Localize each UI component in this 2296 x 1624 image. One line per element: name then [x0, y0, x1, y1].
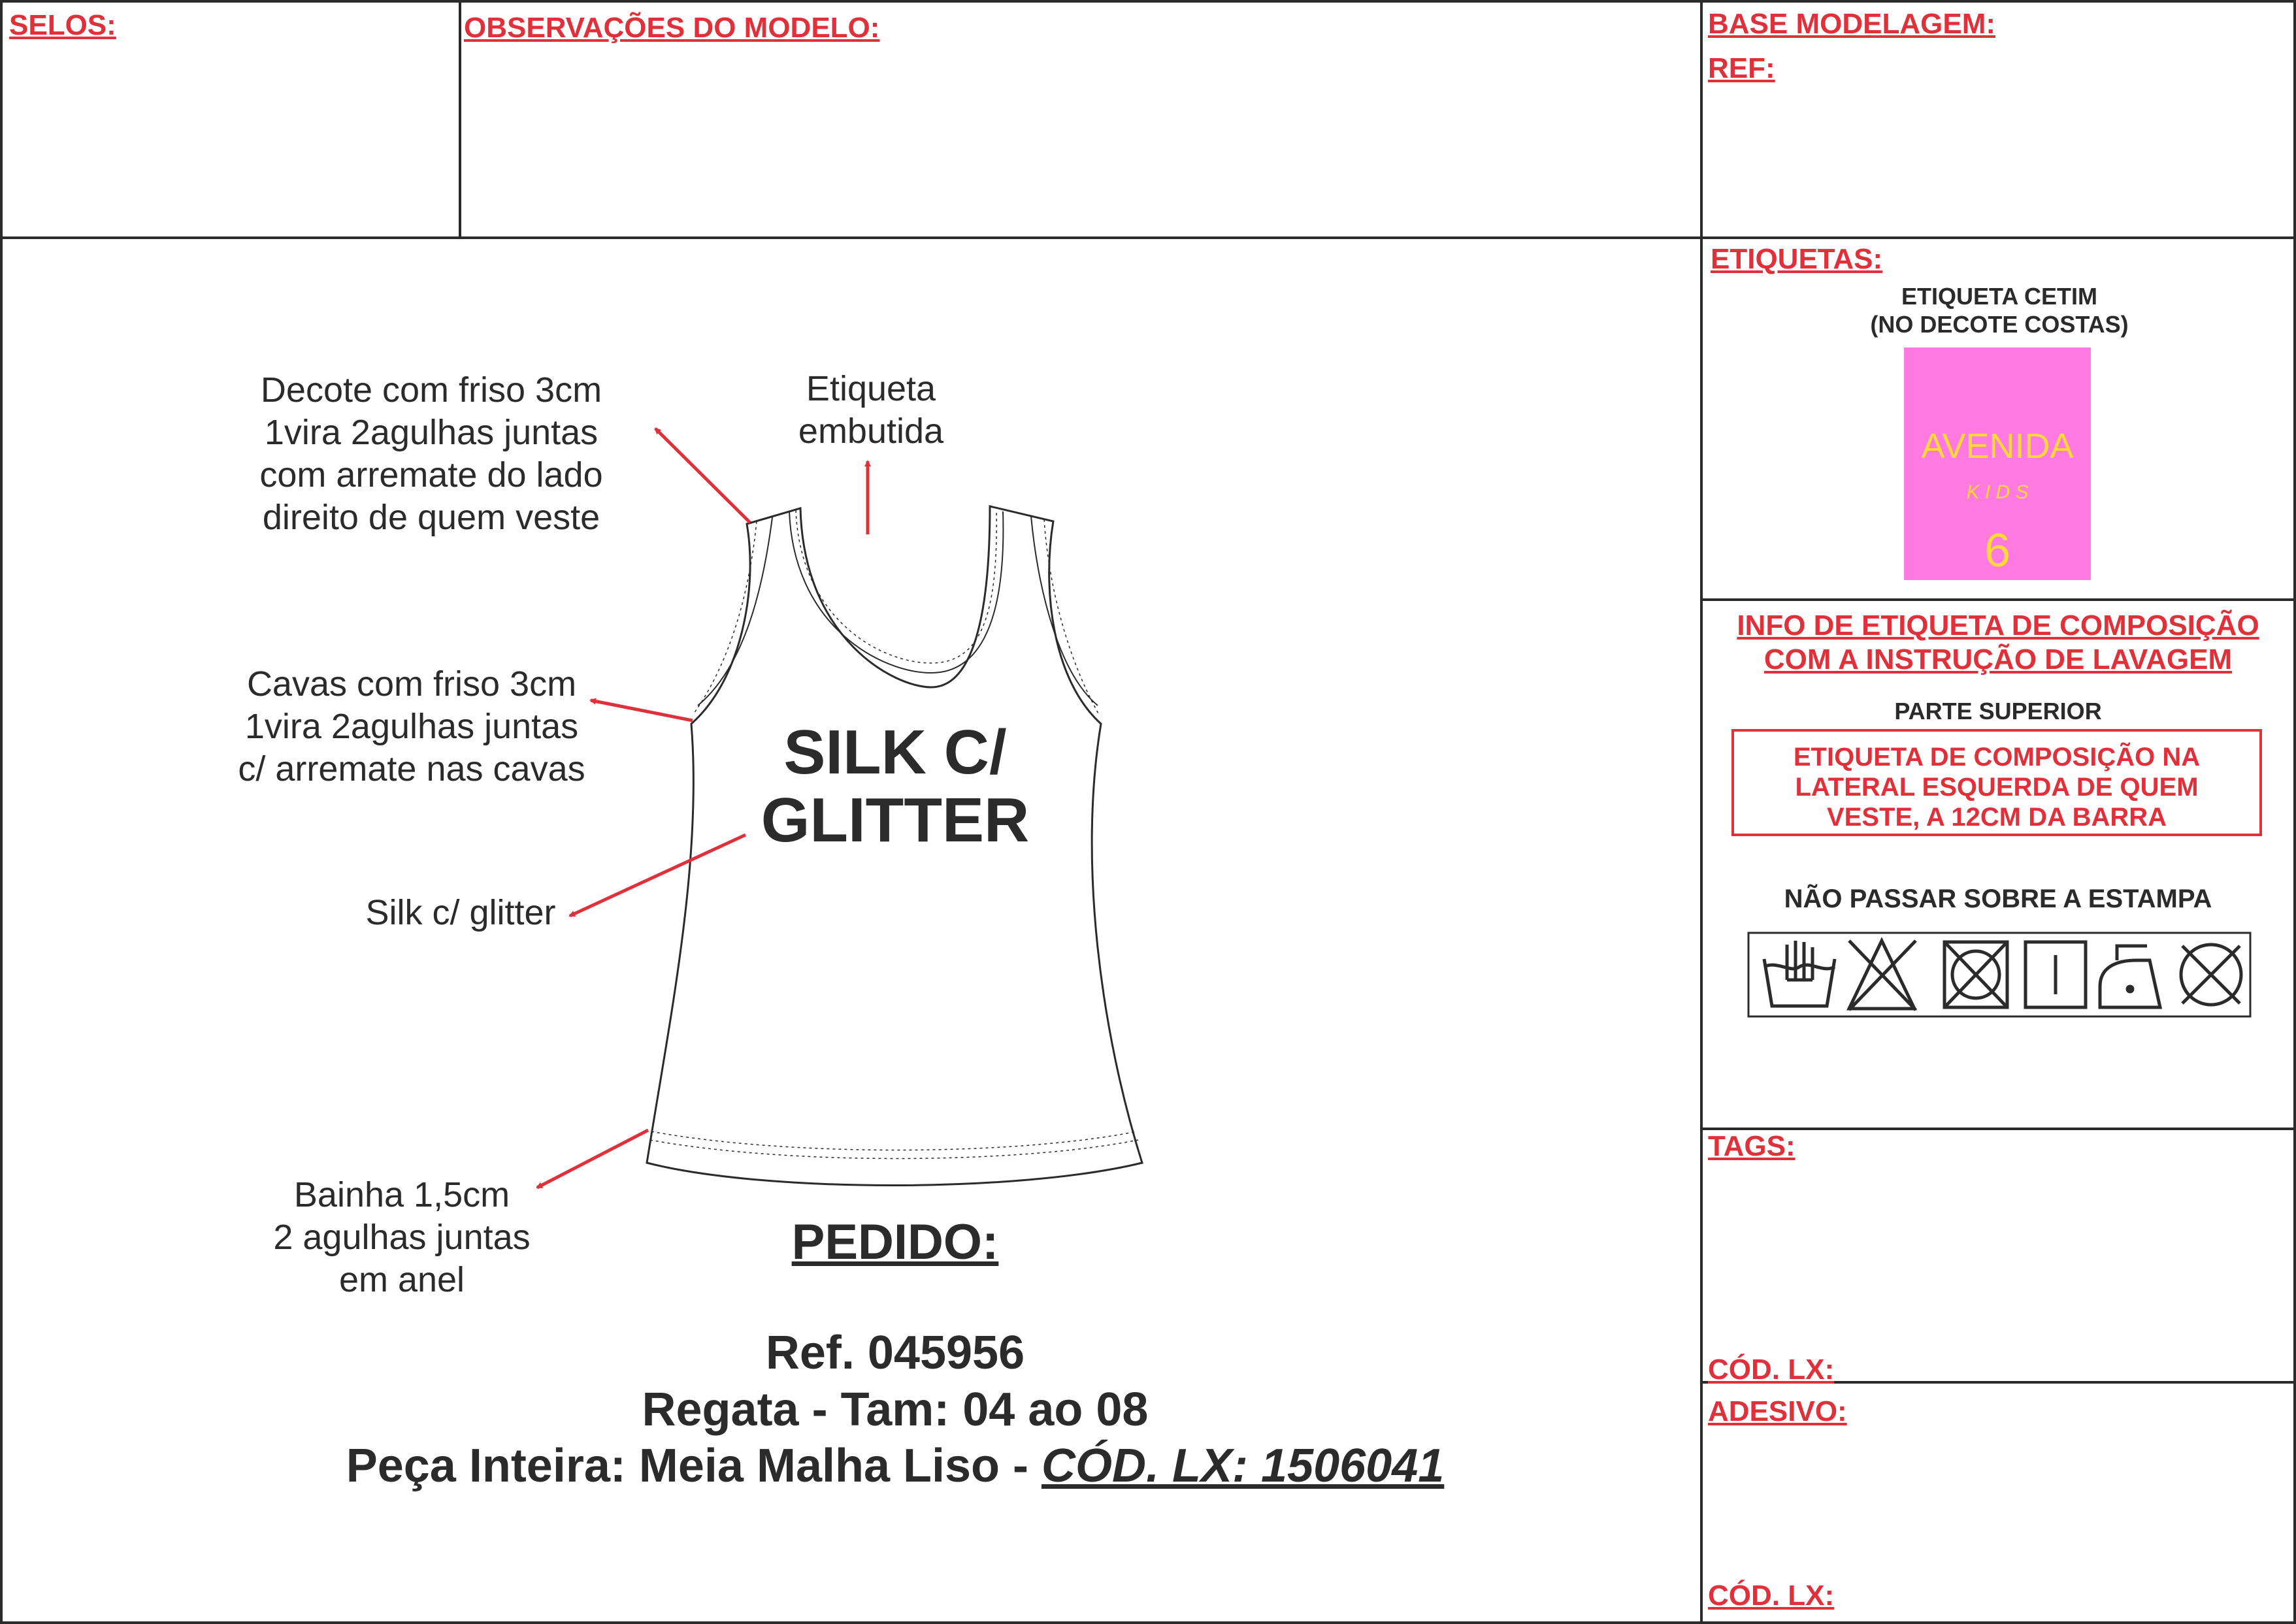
adesivo-label: ADESIVO:	[1708, 1395, 1847, 1427]
composicao-title-line: COM A INSTRUÇÃO DE LAVAGEM	[1763, 643, 2233, 675]
callout-silk: Silk c/ glitter	[365, 893, 556, 932]
composicao-title-line: INFO DE ETIQUETA DE COMPOSIÇÃO	[1737, 609, 2259, 641]
composicao-note-line: VESTE, A 12CM DA BARRA	[1826, 803, 2167, 832]
etiqueta-line: (NO DECOTE COSTAS)	[1870, 311, 2129, 338]
base-modelagem-label: BASE MODELAGEM:	[1708, 8, 1995, 40]
iron-low-icon	[2100, 946, 2160, 1007]
order-ref: Ref. 045956	[765, 1327, 1025, 1379]
callout-cavas-line: Cavas com friso 3cm	[246, 664, 577, 704]
callout-etiqueta-line: embutida	[798, 412, 944, 451]
parte-superior: PARTE SUPERIOR	[1894, 698, 2102, 724]
ref-label: REF:	[1708, 52, 1775, 84]
etiquetas-label: ETIQUETAS:	[1711, 243, 1883, 275]
pedido-label: PEDIDO:	[791, 1214, 999, 1270]
order-fabric-code: CÓD. LX: 1506041	[1041, 1440, 1445, 1492]
order-fabric-prefix: Peça Inteira: Meia Malha Liso -	[346, 1440, 1042, 1492]
print-line: SILK C/	[783, 717, 1007, 787]
warning-text: NÃO PASSAR SOBRE A ESTAMPA	[1784, 885, 2212, 913]
tags-cod-label: CÓD. LX:	[1708, 1354, 1835, 1386]
print-line: GLITTER	[761, 785, 1030, 855]
order-product: Regata - Tam: 04 ao 08	[642, 1384, 1149, 1436]
tags-label: TAGS:	[1708, 1130, 1796, 1162]
adesivo-cod-label: CÓD. LX:	[1708, 1580, 1835, 1612]
callout-etiqueta-line: Etiqueta	[806, 369, 936, 408]
observacoes-label: OBSERVAÇÕES DO MODELO:	[464, 12, 880, 44]
brand-sub: K I D S	[1966, 481, 2029, 503]
selos-label: SELOS:	[9, 9, 116, 41]
callout-decote-line: Decote com friso 3cm	[260, 370, 602, 410]
callout-cavas-line: c/ arremate nas cavas	[238, 749, 585, 788]
brand-size: 6	[1984, 525, 2011, 577]
brand-name: AVENIDA	[1921, 427, 2074, 466]
composicao-note-line: ETIQUETA DE COMPOSIÇÃO NA	[1793, 743, 2201, 771]
callout-bainha-line: em anel	[338, 1260, 465, 1299]
line-dry-icon	[2025, 942, 2086, 1007]
callout-decote-line: direito de quem veste	[262, 498, 600, 537]
callout-cavas-line: 1vira 2agulhas juntas	[244, 707, 579, 746]
no-dry-clean-icon	[2181, 945, 2241, 1005]
callout-bainha-line: 2 agulhas juntas	[273, 1218, 531, 1257]
callout-decote-line: com arremate do lado	[259, 455, 603, 495]
hand-wash-icon	[1764, 941, 1835, 1006]
no-tumble-dry-icon	[1944, 942, 2007, 1007]
etiqueta-line: ETIQUETA CETIM	[1901, 283, 2097, 310]
callout-decote-line: 1vira 2agulhas juntas	[264, 413, 599, 452]
composicao-note-line: LATERAL ESQUERDA DE QUEM	[1795, 773, 2199, 802]
callout-bainha-line: Bainha 1,5cm	[293, 1175, 510, 1214]
no-bleach-icon	[1849, 941, 1916, 1010]
